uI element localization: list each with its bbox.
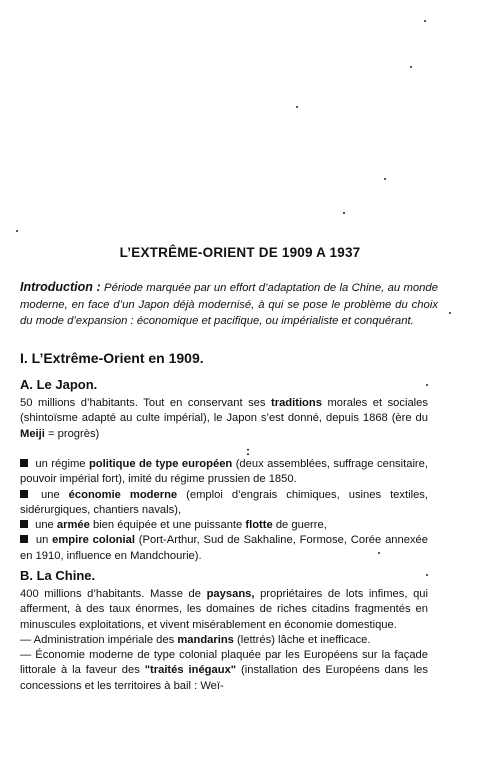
- list-item: [20, 457, 428, 488]
- text-run: (deux assemblées, suffrage censitaire, pouvoir impérial fort), imité du régime prussien de 1850.: [20, 458, 428, 486]
- text-run: — Économie moderne de type colonial plaquée par les Européens sur la façade littorale à la faveur des: [20, 649, 428, 677]
- text-run: (Port-Arthur, Sud de Sakhaline, Formose, Corée annexée en 1910, influence en Mandchourie).: [20, 534, 429, 562]
- introduction-text: Période marquée par un effort d’adaptation de la Chine, au monde moderne, en face d’un Japon déjà modernisé, à qui se pose le problème du choix du mode d’expansion : économique et pacifique, ou impérialiste et conquérant.: [20, 282, 438, 328]
- text-run: de guerre,: [272, 519, 327, 532]
- introduction-label: Introduction :: [20, 280, 101, 294]
- text-run-bold: mandarins: [177, 633, 234, 646]
- list-item: [20, 518, 428, 533]
- text-run: — Administration impériale des: [20, 633, 178, 646]
- list-intro-colon: :: [246, 444, 250, 458]
- scan-speck: [426, 574, 428, 576]
- scan-speck: [296, 106, 298, 108]
- list-item: [20, 488, 428, 519]
- section-heading: I. L’Extrême-Orient en 1909.: [20, 350, 204, 366]
- text-run-bold: "traités inégaux": [144, 664, 237, 677]
- scan-speck: [426, 384, 428, 386]
- japan-bullet-list: [20, 457, 428, 564]
- scan-speck: [384, 178, 386, 180]
- japan-heading: A. Le Japon.: [20, 377, 98, 392]
- list-item: [20, 533, 428, 564]
- china-paragraph: [20, 587, 428, 633]
- text-run: = progrès): [44, 427, 100, 440]
- text-run: bien équipée et une puissante: [89, 519, 246, 532]
- text-run: (emploi d’engrais chimiques, usines textiles, sidérurgiques, chantiers navals),: [20, 488, 428, 516]
- text-run-bold: armée: [56, 519, 90, 532]
- scan-speck: [410, 66, 412, 68]
- text-run-bold: empire colonial: [52, 534, 135, 547]
- scan-speck: [449, 312, 451, 314]
- square-bullet-icon: [20, 520, 28, 528]
- scan-speck: [343, 212, 345, 214]
- text-run: une: [32, 519, 57, 532]
- text-run-bold: flotte: [245, 519, 273, 532]
- text-run: un régime: [32, 458, 89, 470]
- china-section: [20, 587, 428, 694]
- text-run-bold: Meiji: [20, 427, 45, 440]
- square-bullet-icon: [20, 459, 28, 467]
- text-run: (installation des Européens dans les concessions et les territoires à bail : Weï-: [20, 664, 428, 692]
- china-paragraph: [20, 633, 428, 648]
- text-run: (lettrés) lâche et inefficace.: [233, 633, 371, 646]
- introduction-paragraph: [20, 279, 438, 330]
- japan-paragraph: [20, 396, 428, 442]
- text-run: 400 millions d’habitants. Masse de: [20, 588, 207, 600]
- text-run: une: [32, 488, 69, 501]
- text-run: un: [32, 534, 53, 547]
- text-run: propriétaires de lots infimes, qui afferment, à des taux énormes, les domaines de riches citadins fragmentés en minuscules exploitations, et vivent misérablement en économie domestique.: [20, 588, 428, 631]
- china-paragraph: [20, 648, 428, 694]
- china-heading: B. La Chine.: [20, 568, 96, 583]
- text-run-bold: paysans,: [206, 588, 255, 600]
- text-run-bold: économie moderne: [68, 488, 178, 501]
- scan-speck: [16, 230, 18, 232]
- scan-speck: [424, 20, 426, 22]
- text-run: morales et sociales (shintoïsme adapté au culte impérial), le Japon s’est donné, depuis 1868 (ère du: [20, 397, 428, 425]
- text-run-bold: traditions: [270, 397, 322, 409]
- square-bullet-icon: [20, 535, 28, 543]
- text-run-bold: politique de type européen: [88, 458, 233, 470]
- page-title: L’EXTRÊME-ORIENT DE 1909 A 1937: [119, 245, 361, 260]
- text-run: 50 millions d’habitants. Tout en conservant ses: [20, 397, 271, 409]
- square-bullet-icon: [20, 490, 28, 498]
